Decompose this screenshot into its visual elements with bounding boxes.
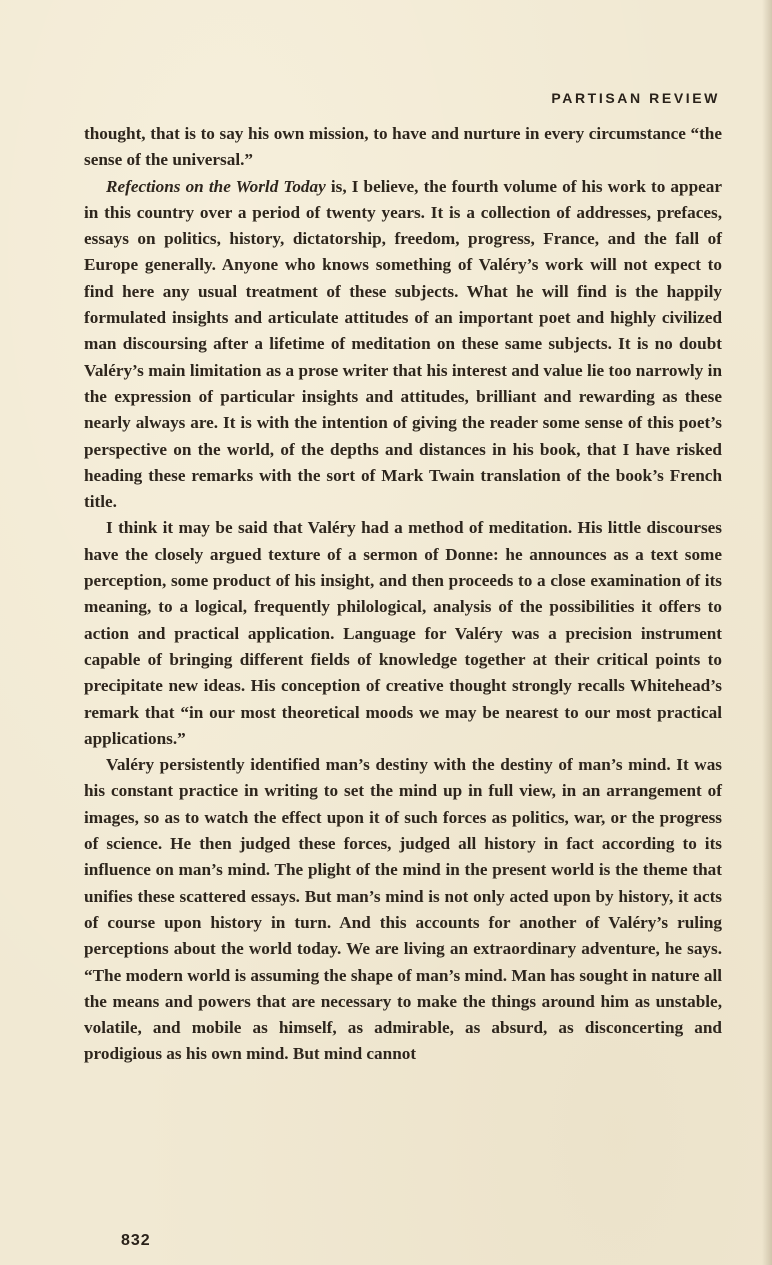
paragraph-book-intro (84, 174, 722, 516)
paragraph-method (84, 515, 722, 752)
page-number: 832 (121, 1232, 151, 1249)
paragraph-continuation (84, 121, 722, 174)
paragraph-text: Valéry persistently identified man’s destiny with the destiny of man’s mind. It was his constant practice in writing to set the mind up in full view, in an arrangement of images, so as to watch the effect upon it of such forces as politics, war, or the progress of science. He then judged these forces, judged all history in fact according to its influence on man’s mind. The plight of the mind in the present world is the theme that unifies these scattered essays. But man’s mind is not only acted upon by history, it acts of course upon history in turn. And this accounts for another of Valéry’s ruling perceptions about the world today. We are living an extraordinary adventure, he says. “The modern world is assuming the shape of man’s mind. Man has sought in nature all the means and powers that are necessary to make the things around him as unstable, volatile, and mobile as himself, as admirable, as absurd, as disconcerting and prodigious as his own mind. But mind cannot (84, 755, 722, 1064)
paragraph-text: is, I believe, the fourth volume of his work to appear in this country over a period of twenty years. It is a collection of addresses, prefaces, essays on politics, history, dictatorship, freedom, progress, France, and the fall of Europe generally. Anyone who knows something of Valéry’s work will not expect to find here any usual treatment of these subjects. What he will find is the happily formulated insights and articulate attitudes of an important poet and highly civilized man discoursing after a lifetime of meditation on these same subjects. It is no doubt Valéry’s main limitation as a prose writer that his interest and value lie too narrowly in the expression of particular insights and attitudes, brilliant and rewarding as these nearly always are. It is with the intention of giving the reader some sense of this poet’s perspective on the world, of the depths and distances in his book, that I have risked heading these remarks with the sort of Mark Twain translation of the book’s French title. (84, 176, 722, 512)
paragraph-text: thought, that is to say his own mission, to have and nurture in every circumstance “the sense of the universal.” (84, 124, 722, 170)
page-edge-shadow (762, 0, 772, 1265)
running-head: PARTISAN REVIEW (551, 90, 720, 106)
book-title: Refections on the World Today (106, 176, 326, 196)
paragraph-text: I think it may be said that Valéry had a method of meditation. His little discourses have the closely argued texture of a sermon of Donne: he announces as a text some perception, some product of his insight, and then proceeds to a close examination of its meaning, to a logical, frequently philological, analysis of the possibilities it offers to action and practical application. Language for Valéry was a precision instrument capable of bringing different fields of knowledge together at their critical points to precipitate new ideas. His conception of creative thought strongly recalls Whitehead’s remark that “in our most theoretical moods we may be nearest to our most practical applications.” (84, 518, 722, 748)
article-body (84, 121, 722, 1068)
paragraph-destiny (84, 752, 722, 1068)
